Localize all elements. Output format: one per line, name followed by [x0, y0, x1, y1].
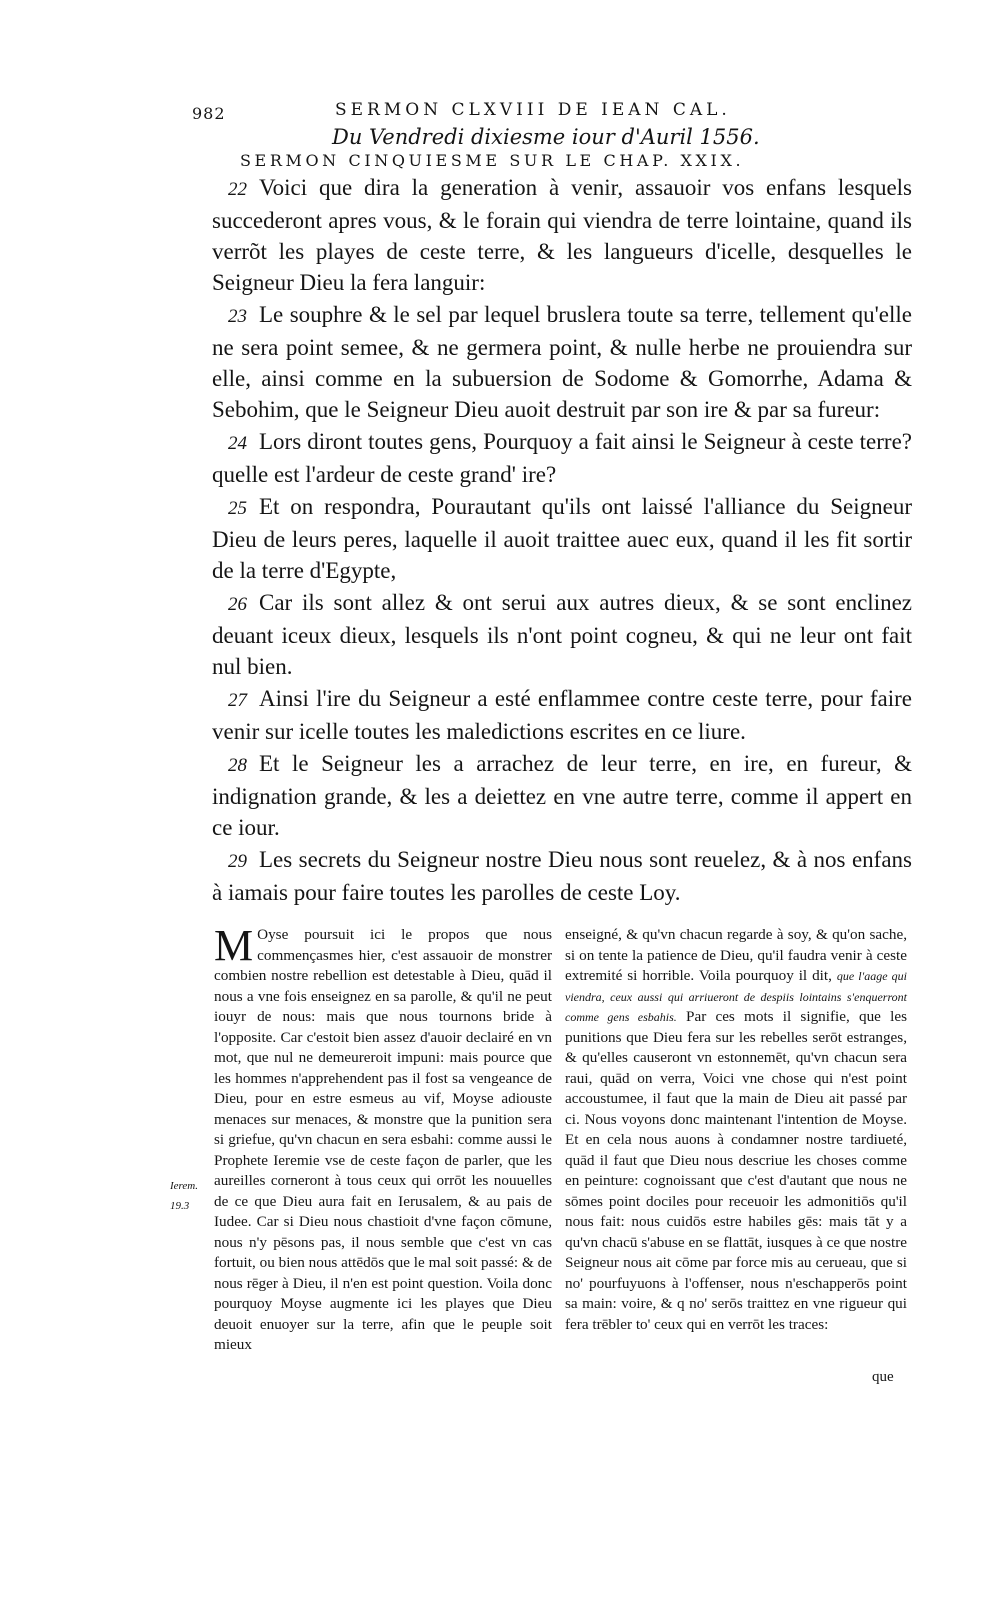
- commentary-text: enseigné, & qu'vn chacun regarde à soy, & qu'on sache, si on tente la patience de Dieu, qu'il faudra venir à ceste extremité si horrible. Voila pourquoy il dit,: [565, 926, 907, 984]
- verse-number: 23: [228, 306, 247, 327]
- running-head: SERMON CLXVIII DE IEAN CAL.: [335, 100, 731, 120]
- verse: [212, 299, 912, 425]
- verse-text: Voici que dira la generation à venir, assauoir vos enfans lesquels succederont apres vous, & le forain qui viendra de terre lointaine, quand ils verrõt les playes de ceste terre, & les langueurs d'icelle, desquelles le Seigneur Dieu la fera languir:: [212, 175, 912, 295]
- scripture-verses: [212, 172, 912, 909]
- margin-chapter: 19.3: [170, 1200, 190, 1212]
- verse: [212, 172, 912, 298]
- verse: [212, 587, 912, 682]
- verse-number: 26: [228, 594, 247, 615]
- commentary-text: Oyse poursuit ici le propos que nous commençasmes hier, c'est assauoir de monstrer combien nostre rebellion est detestable à Dieu, quād il nous a vne fois enseignez en sa parolle, & qu'il ne peut iouyr de nous: mais que nous tournons bride à l'opposite. Car c'estoit bien assez d'auoir declairé en vn mot, que nul ne demeureroit impuni: mais pource que les hommes n'apprehendent pas il fost sa vengeance de Dieu, pour en estre esmeus au vif, Moyse adiouste menaces sur menaces, & monstre que la punition sera si griefue, qu'vn chacun en sera esbahi: comme aussi le Prophete Ieremie vse de ceste façon de parler, que les aureilles corneront à tous ceux qui orrōt les nouuelles de ce que Dieu aura fait en Ierusalem, & au pais de Iudee. Car si Dieu nous chastioit d'vne façon cōmune, nous n'y pēsons pas, il nous semble que c'est vn cas fortuit, ou bien nous attēdōs que le mal soit passé: & de nous rēger à Dieu, il n'en est point question. Voila donc pourquoy Moyse augmente ici les playes que Dieu deuoit enuoyer sur la terre, afin que le peuple soit mieux: [214, 926, 552, 1353]
- sermon-title: SERMON CINQUIESME SUR LE CHAP. XXIX.: [240, 151, 745, 170]
- verse-text: Et le Seigneur les a arrachez de leur terre, en ire, en fureur, & indignation grande, & les a deiettez en vne autre terre, comme il appert en ce iour.: [212, 751, 912, 840]
- verse: [212, 748, 912, 843]
- verse-text: Ainsi l'ire du Seigneur a esté enflammee contre ceste terre, pour faire venir sur icelle toutes les maledictions escrites en ce liure.: [212, 686, 912, 744]
- commentary-right-column: [565, 925, 907, 1335]
- verse-text: Et on respondra, Pourautant qu'ils ont laissé l'alliance du Seigneur Dieu de leurs peres, laquelle il auoit traittee auec eux, quand il les fit sortir de la terre d'Egypte,: [212, 494, 912, 583]
- commentary-text: Par ces mots il signifie, que les punitions que Dieu fera sur les rebelles serōt estranges, & qu'elles causeront vn estonnemēt, qu'vn chacun sera raui, quād on verra, Voici vne chose qui n'est point accoustumee, il faut que la main de Dieu ait passé par ci. Nous voyons donc maintenant l'intention de Moyse. Et en cela nous auons à condamner nostre tardiueté, quād il faut que Dieu nous descriue les choses comme en peinture: cognoissant que c'est d'autant que nous ne sōmes point dociles pour receuoir les admonitiōs qu'il nous fait: nous cuidōs estre habiles gēs: mais tāt y a qu'vn chacū s'abuse en se flattāt, iusques à ce que nostre Seigneur nous ait cōme par force mis au cerueau, que si no' pourfuyuons à l'offenser, nous n'eschapperōs point sa main: voire, & q no' serōs traittez en vne rigueur qui fera trēbler to' ceux qui en verrōt les traces:: [565, 1008, 907, 1333]
- verse-number: 24: [228, 433, 247, 454]
- verse-number: 29: [228, 851, 247, 872]
- verse: [212, 426, 912, 490]
- catchword: que: [872, 1369, 894, 1385]
- verse-number: 25: [228, 498, 247, 519]
- dateline: Du Vendredi dixiesme iour d'Auril 1556.: [332, 125, 760, 149]
- page-number: 982: [192, 104, 226, 123]
- verse: [212, 844, 912, 908]
- drop-cap: M: [214, 921, 254, 970]
- margin-reference: [170, 1176, 198, 1216]
- margin-book: Ierem.: [170, 1180, 198, 1192]
- verse-text: Le souphre & le sel par lequel bruslera toute sa terre, tellement qu'elle ne sera point semee, & ne germera point, & nulle herbe ne prouiendra sur elle, ainsi comme en la subuersion de Sodome & Gomorrhe, Adama & Sebohim, que le Seigneur Dieu auoit destruit par son ire & par sa fureur:: [212, 302, 912, 422]
- verse-number: 22: [228, 179, 247, 200]
- commentary-quote: que l'aage qui viendra, ceux aussi qui arriueront de despiis lointains s'enquerront comme gens esbahis.: [565, 969, 907, 1024]
- verse-text: Les secrets du Seigneur nostre Dieu nous sont reuelez, & à nos enfans à iamais pour faire toutes les parolles de ceste Loy.: [212, 847, 912, 905]
- verse-text: Car ils sont allez & ont serui aux autres dieux, & se sont enclinez deuant iceux dieux, lesquels ils n'ont point cogneu, & qui ne leur ont fait nul bien.: [212, 590, 912, 679]
- verse: [212, 491, 912, 586]
- verse: [212, 683, 912, 747]
- verse-number: 28: [228, 755, 247, 776]
- commentary-left-column: [214, 921, 552, 1356]
- verse-number: 27: [228, 690, 247, 711]
- verse-text: Lors diront toutes gens, Pourquoy a fait ainsi le Seigneur à ceste terre? quelle est l'ardeur de ceste grand' ire?: [212, 429, 912, 487]
